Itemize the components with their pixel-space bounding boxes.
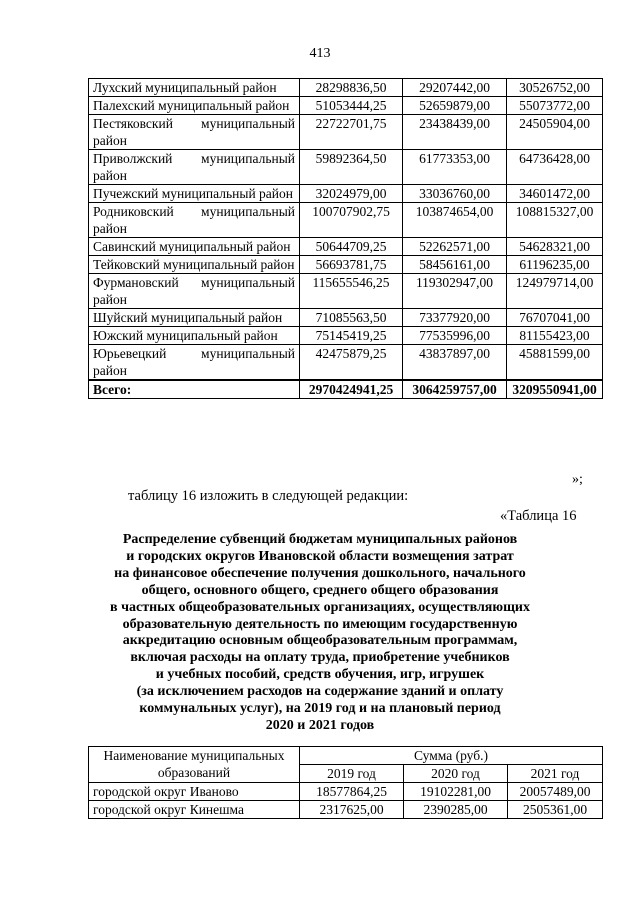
header-name-line1: Наименование муниципальных — [103, 748, 285, 763]
value-2019: 18577864,25 — [300, 783, 404, 801]
total-row — [89, 380, 603, 399]
table-row — [89, 185, 603, 203]
table-row — [89, 79, 603, 97]
row-name: Савинский муниципальный район — [89, 238, 300, 256]
header-name-line2: образований — [157, 765, 231, 780]
row-name: Шуйский муниципальный район — [89, 309, 300, 327]
header-year: 2020 год — [404, 765, 508, 783]
value-2020: 73377920,00 — [403, 309, 507, 327]
table-row — [89, 345, 603, 381]
value-2021: 54628321,00 — [507, 238, 603, 256]
header-name-cell — [89, 747, 300, 783]
table-row — [89, 801, 603, 819]
table-row — [89, 256, 603, 274]
table-row — [89, 203, 603, 238]
value-2020: 19102281,00 — [404, 783, 508, 801]
value-2019: 42475879,25 — [300, 345, 403, 381]
value-2020: 119302947,00 — [403, 274, 507, 309]
row-name: Родниковский муниципальный район — [89, 203, 300, 238]
value-2019: 59892364,50 — [300, 150, 403, 185]
heading-line: коммунальных услуг), на 2019 год и на плановый период — [139, 701, 501, 717]
value-2020: 58456161,00 — [403, 256, 507, 274]
value-2021: 76707041,00 — [507, 309, 603, 327]
value-2019: 56693781,75 — [300, 256, 403, 274]
heading-line: и городских округов Ивановской области возмещения затрат — [126, 548, 514, 564]
table-row — [89, 238, 603, 256]
row-name: Тейковский муниципальный район — [89, 256, 300, 274]
value-2021: 34601472,00 — [507, 185, 603, 203]
value-2020: 33036760,00 — [403, 185, 507, 203]
value-2021: 2505361,00 — [508, 801, 603, 819]
page-number: 413 — [309, 46, 331, 61]
value-2019: 32024979,00 — [300, 185, 403, 203]
total-2021: 3209550941,00 — [507, 380, 603, 399]
row-name: Лухский муниципальный район — [89, 79, 300, 97]
row-name: Пучежский муниципальный район — [89, 185, 300, 203]
total-label: Всего: — [89, 380, 300, 399]
row-name: Фурмановский муниципальный район — [89, 274, 300, 309]
value-2019: 2317625,00 — [300, 801, 404, 819]
heading-line: аккредитацию основным общеобразовательным программам, — [122, 633, 518, 649]
table-heading — [80, 532, 560, 735]
header-year: 2019 год — [300, 765, 404, 783]
value-2021: 108815327,00 — [507, 203, 603, 238]
value-2021: 124979714,00 — [507, 274, 603, 309]
heading-line: 2020 и 2021 годов — [265, 717, 375, 733]
heading-line: Распределение субвенций бюджетам муниципальных районов — [122, 532, 518, 547]
header-year: 2021 год — [508, 765, 603, 783]
heading-line: в частных общеобразовательных организациях, осуществляющих — [110, 599, 530, 615]
table-row — [89, 309, 603, 327]
heading-line: образовательную деятельность по имеющим государственную — [122, 616, 518, 632]
value-2019: 75145419,25 — [300, 327, 403, 345]
subsidy-table-continued — [88, 78, 603, 399]
value-2020: 29207442,00 — [403, 79, 507, 97]
value-2021: 64736428,00 — [507, 150, 603, 185]
value-2021: 30526752,00 — [507, 79, 603, 97]
value-2019: 50644709,25 — [300, 238, 403, 256]
intro-text: таблицу 16 изложить в следующей редакции: — [128, 488, 409, 504]
header-row — [89, 747, 603, 765]
value-2019: 28298836,50 — [300, 79, 403, 97]
value-2019: 100707902,75 — [300, 203, 403, 238]
table-reference: «Таблица 16 — [500, 508, 577, 524]
heading-line: на финансовое обеспечение получения дошкольного, начального — [114, 565, 526, 581]
table-row — [89, 327, 603, 345]
table-row — [89, 115, 603, 150]
value-2019: 115655546,25 — [300, 274, 403, 309]
subsidy-table-16 — [88, 746, 603, 819]
row-name: Палехский муниципальный район — [89, 97, 300, 115]
value-2019: 71085563,50 — [300, 309, 403, 327]
total-2019: 2970424941,25 — [300, 380, 403, 399]
closing-quote: »; — [572, 472, 583, 487]
value-2020: 61773353,00 — [403, 150, 507, 185]
heading-line: общего, основного общего, среднего общего образования — [141, 582, 499, 598]
value-2020: 52262571,00 — [403, 238, 507, 256]
header-sum: Сумма (руб.) — [300, 747, 603, 765]
value-2021: 61196235,00 — [507, 256, 603, 274]
value-2020: 103874654,00 — [403, 203, 507, 238]
value-2020: 52659879,00 — [403, 97, 507, 115]
row-name: городской округ Иваново — [89, 783, 300, 801]
value-2021: 20057489,00 — [508, 783, 603, 801]
heading-line: (за исключением расходов на содержание зданий и оплату — [136, 684, 504, 700]
row-name: Южский муниципальный район — [89, 327, 300, 345]
row-name: Юрьевецкий муниципальный район — [89, 345, 300, 381]
heading-line: включая расходы на оплату труда, приобретение учебников — [130, 650, 510, 666]
row-name: городской округ Кинешма — [89, 801, 300, 819]
value-2021: 45881599,00 — [507, 345, 603, 381]
table-row — [89, 150, 603, 185]
row-name: Приволжский муниципальный район — [89, 150, 300, 185]
table-row — [89, 97, 603, 115]
total-2020: 3064259757,00 — [403, 380, 507, 399]
value-2020: 77535996,00 — [403, 327, 507, 345]
value-2020: 23438439,00 — [403, 115, 507, 150]
value-2020: 43837897,00 — [403, 345, 507, 381]
value-2021: 81155423,00 — [507, 327, 603, 345]
table-row — [89, 274, 603, 309]
value-2019: 51053444,25 — [300, 97, 403, 115]
value-2021: 24505904,00 — [507, 115, 603, 150]
row-name: Пестяковский муниципальный район — [89, 115, 300, 150]
table-row — [89, 783, 603, 801]
value-2019: 22722701,75 — [300, 115, 403, 150]
value-2021: 55073772,00 — [507, 97, 603, 115]
value-2020: 2390285,00 — [404, 801, 508, 819]
heading-line: и учебных пособий, средств обучения, игр, игрушек — [155, 667, 485, 683]
